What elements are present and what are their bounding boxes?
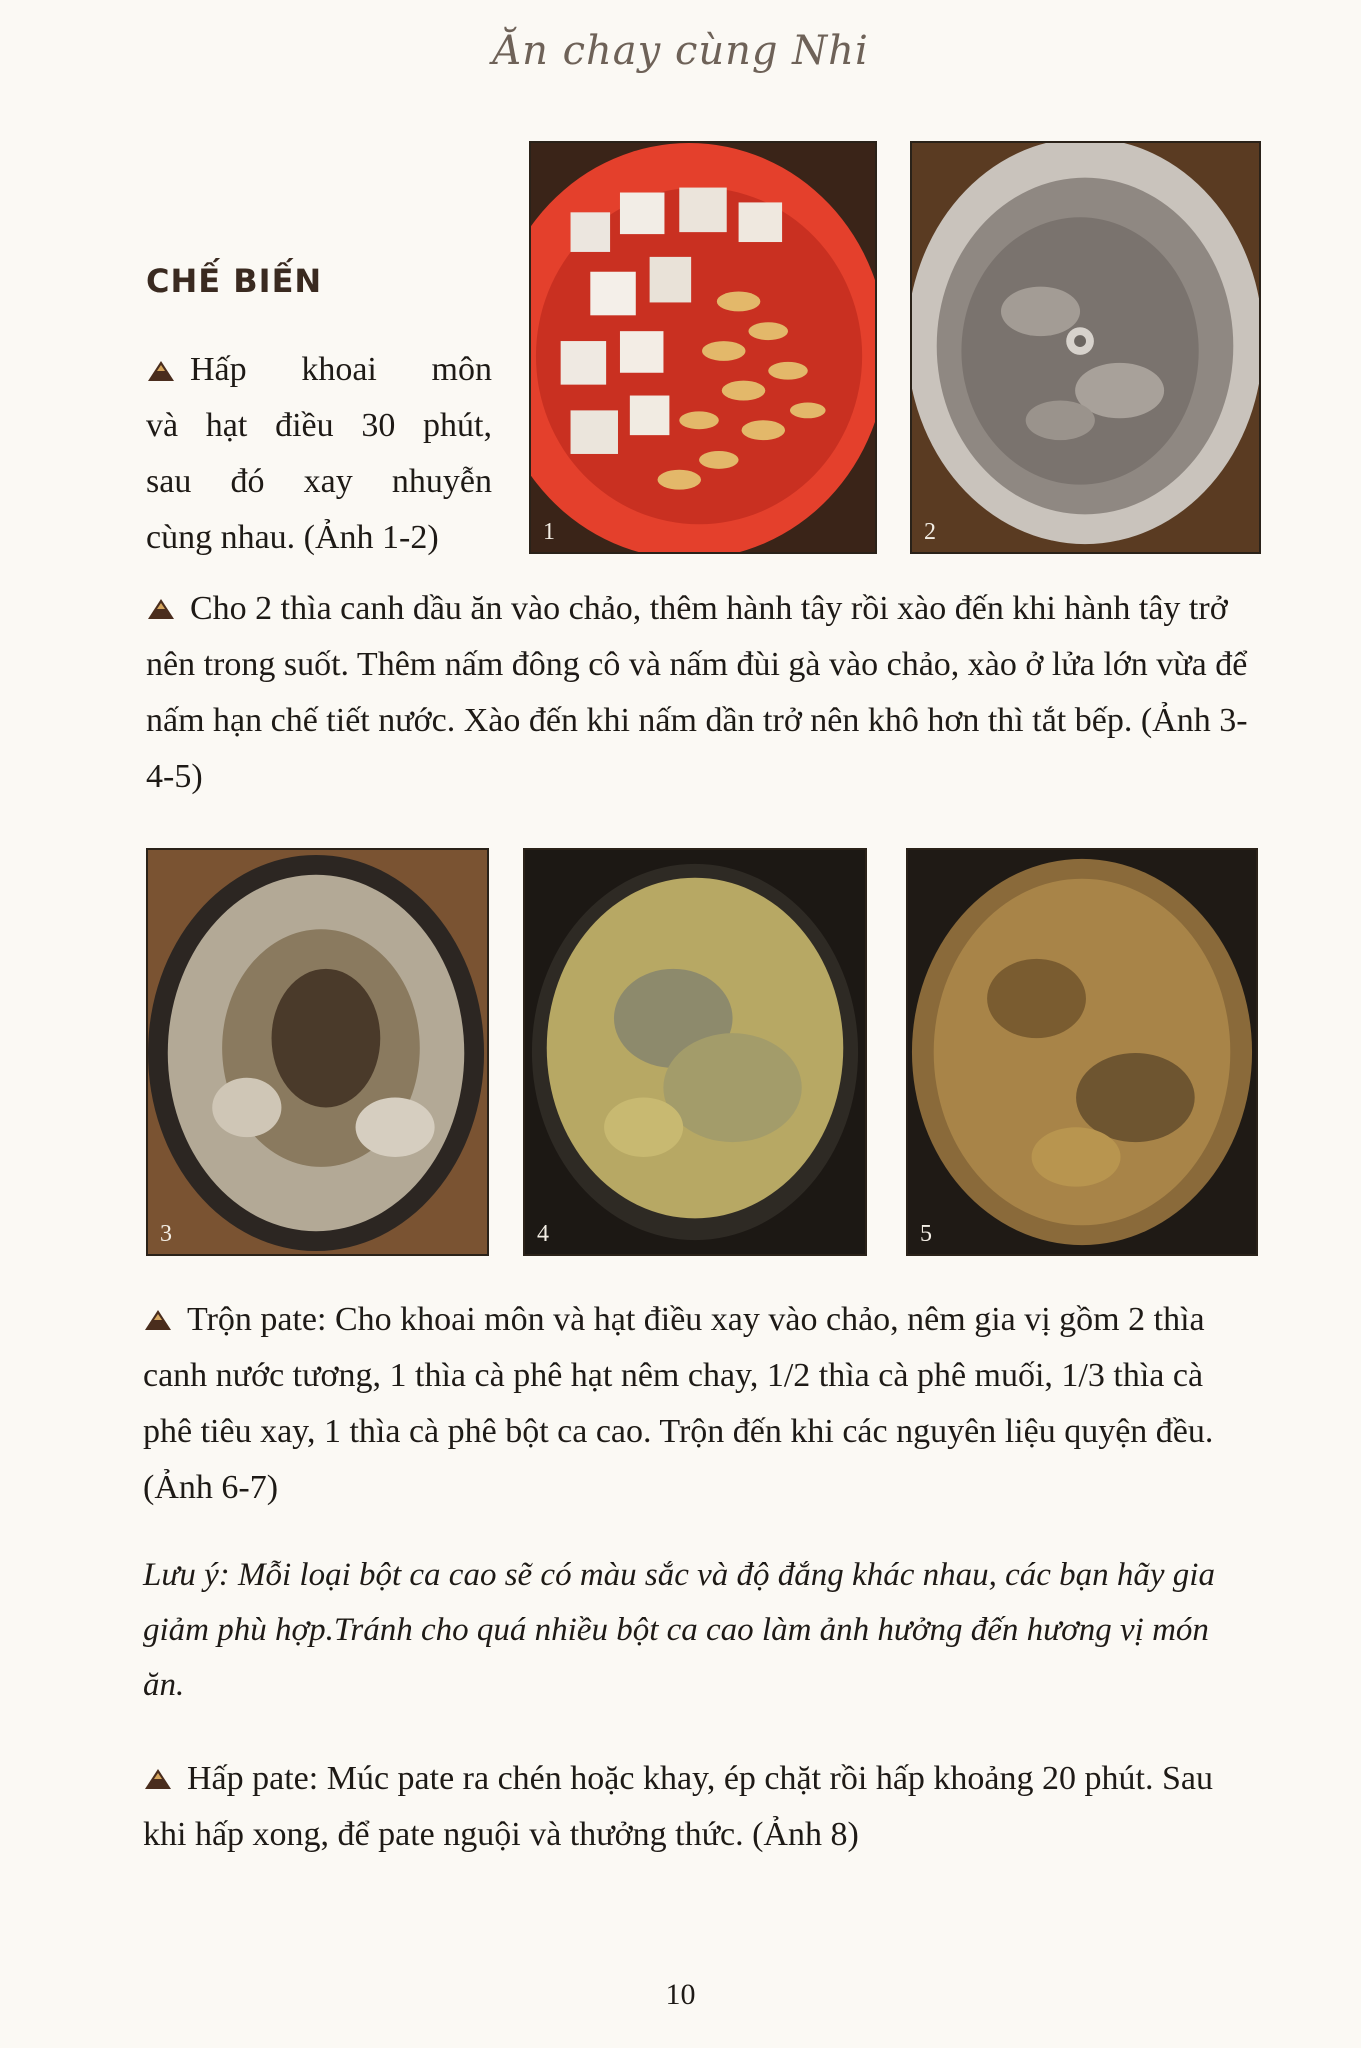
step-2 bbox=[146, 581, 1256, 805]
step-3 bbox=[143, 1292, 1255, 1516]
photo-4-image bbox=[525, 850, 865, 1254]
photo-number: 4 bbox=[537, 1221, 549, 1247]
bullet-icon bbox=[143, 1306, 173, 1332]
step-1-text-line: Hấp khoai môn bbox=[190, 351, 492, 388]
step-4 bbox=[143, 1751, 1255, 1863]
photo-number: 5 bbox=[920, 1221, 932, 1247]
photo-2 bbox=[910, 141, 1261, 554]
photo-1-image bbox=[531, 143, 875, 552]
photo-2-image bbox=[912, 143, 1259, 552]
photo-1 bbox=[529, 141, 877, 554]
photo-3 bbox=[146, 848, 489, 1256]
photo-3-image bbox=[148, 850, 487, 1254]
bullet-icon bbox=[143, 1765, 173, 1791]
step-3-text: Trộn pate: Cho khoai môn và hạt điều xay vào chảo, nêm gia vị gồm 2 thìa canh nước tương, 1 thìa cà phê hạt nêm chay, 1/2 thìa cà phê muối, 1/3 thìa cà phê tiêu xay, 1 thìa cà phê bột ca cao. Trộn đến khi các nguyên liệu quyện đều. (Ảnh 6-7) bbox=[143, 1301, 1214, 1506]
photo-number: 3 bbox=[160, 1221, 172, 1247]
note: Lưu ý: Mỗi loại bột ca cao sẽ có màu sắc và độ đắng khác nhau, các bạn hãy gia giảm phù hợp.Tránh cho quá nhiều bột ca cao làm ảnh hưởng đến hương vị món ăn. bbox=[143, 1557, 1215, 1703]
step-1 bbox=[146, 342, 492, 566]
bullet-icon bbox=[146, 357, 190, 383]
photo-5-image bbox=[908, 850, 1256, 1254]
step-2-text: Cho 2 thìa canh dầu ăn vào chảo, thêm hành tây rồi xào đến khi hành tây trở nên trong suốt. Thêm nấm đông cô và nấm đùi gà vào chảo, xào ở lửa lớn vừa để nấm hạn chế tiết nước. Xào đến khi nấm dần trở nên khô hơn thì tắt bếp. (Ảnh 3-4-5) bbox=[146, 590, 1248, 795]
step-1-text-line: và hạt điều 30 phút, bbox=[146, 407, 492, 444]
photo-number: 1 bbox=[543, 519, 555, 545]
photo-5 bbox=[906, 848, 1258, 1256]
step-1-text-line: cùng nhau. (Ảnh 1-2) bbox=[146, 519, 439, 556]
step-1-line-1 bbox=[146, 342, 492, 398]
bullet-icon bbox=[146, 595, 176, 621]
step-4-text: Hấp pate: Múc pate ra chén hoặc khay, ép chặt rồi hấp khoảng 20 phút. Sau khi hấp xong, để pate nguội và thưởng thức. (Ảnh 8) bbox=[143, 1760, 1213, 1853]
running-header: Ăn chay cùng Nhi bbox=[492, 28, 869, 74]
photo-number: 2 bbox=[924, 519, 936, 545]
section-title: CHẾ BIẾN bbox=[146, 262, 323, 300]
page-number: 10 bbox=[665, 1978, 696, 2011]
step-1-text-line: sau đó xay nhuyễn bbox=[146, 463, 492, 500]
photo-4 bbox=[523, 848, 867, 1256]
